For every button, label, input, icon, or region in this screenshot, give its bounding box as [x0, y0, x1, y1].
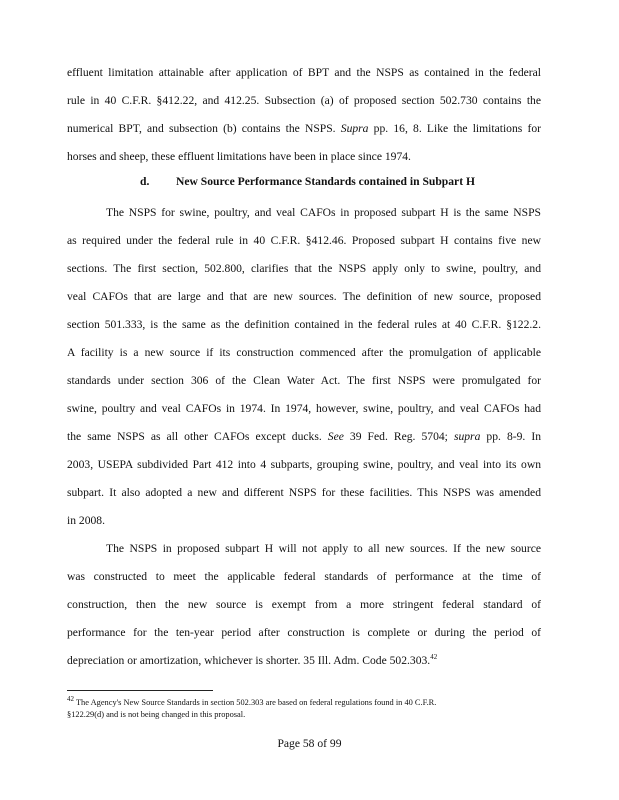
footnote-line [67, 697, 541, 708]
body-line: sections. The first section, 502.800, clarifies that the NSPS apply only to swine, poultry, and [67, 262, 541, 275]
body-line: performance for the ten-year period after construction is complete or during the period of [67, 626, 541, 639]
body-line: veal CAFOs that are large and that are new sources. The definition of new source, proposed [67, 290, 541, 303]
citation-signal: Supra [340, 122, 369, 135]
body-line: The NSPS for swine, poultry, and veal CAFOs in proposed subpart H is the same NSPS [106, 206, 541, 219]
body-line: subpart. It also adopted a new and different NSPS for these facilities. This NSPS was amended [67, 486, 541, 499]
body-line: construction, then the new source is exempt from a more stringent federal standard of [67, 598, 541, 611]
body-line: horses and sheep, these effluent limitations have been in place since 1974. [67, 150, 411, 163]
body-line: The NSPS in proposed subpart H will not apply to all new sources. If the new source [106, 542, 541, 555]
body-text: depreciation or amortization, whichever is shorter. 35 Ill. Adm. Code 502.303. [67, 654, 431, 667]
footnote-marker: 42 [430, 653, 438, 662]
body-text: pp. 8-9. In [480, 430, 541, 443]
body-line: effluent limitation attainable after application of BPT and the NSPS as contained in the federal [67, 66, 541, 79]
body-text: 39 Fed. Reg. 5704; [343, 430, 448, 443]
body-line: swine, poultry and veal CAFOs in 1974. In 1974, however, swine, poultry, and veal CAFOs had [67, 402, 541, 415]
footnote-divider [67, 690, 213, 691]
body-line: section 501.333, is the same as the definition contained in the federal rules at 40 C.F.R. §122.2. [67, 318, 541, 331]
body-line: 2003, USEPA subdivided Part 412 into 4 subparts, grouping swine, poultry, and veal into its own [67, 458, 541, 471]
body-text: pp. 16, 8. Like the limitations for [368, 122, 541, 135]
section-number: d. [140, 175, 150, 188]
body-line: as required under the federal rule in 40 C.F.R. §412.46. Proposed subpart H contains five new [67, 234, 541, 247]
body-line [67, 122, 541, 136]
body-line: in 2008. [67, 514, 106, 527]
body-line: rule in 40 C.F.R. §412.22, and 412.25. Subsection (a) of proposed section 502.730 contains the [67, 94, 541, 107]
footnote-line: §122.29(d) and is not being changed in this proposal. [67, 710, 246, 719]
citation-signal: supra [453, 430, 481, 443]
body-line [67, 654, 541, 668]
footnote-text: The Agency's New Source Standards in section 502.303 are based on federal regulations found in 40 C.F.R. [74, 698, 437, 707]
body-text: the same NSPS as all other CAFOs except ducks. [67, 430, 322, 443]
page-number: Page 58 of 99 [277, 737, 342, 750]
citation-signal: See [327, 430, 344, 443]
body-line: was constructed to meet the applicable federal standards of performance at the time of [67, 570, 541, 583]
section-heading [140, 175, 475, 189]
body-line: standards under section 306 of the Clean Water Act. The first NSPS were promulgated for [67, 374, 541, 387]
section-title: New Source Performance Standards contained in Subpart H [176, 175, 475, 188]
body-text: numerical BPT, and subsection (b) contains the NSPS. [67, 122, 336, 135]
body-line [67, 430, 541, 444]
body-line: A facility is a new source if its construction commenced after the promulgation of applicable [67, 346, 541, 359]
footnote-number: 42 [67, 695, 74, 704]
